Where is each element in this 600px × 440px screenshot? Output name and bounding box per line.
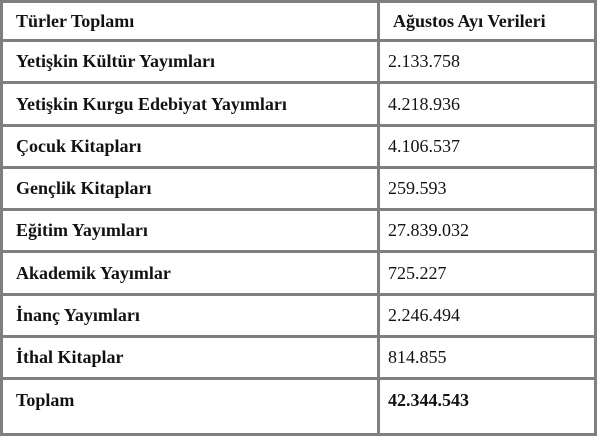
row-label: Yetişkin Kültür Yayımları bbox=[2, 41, 379, 83]
table-header-row bbox=[2, 2, 596, 41]
row-value: 259.593 bbox=[379, 167, 596, 209]
row-value: 2.133.758 bbox=[379, 41, 596, 83]
table-row bbox=[2, 125, 596, 167]
header-cell-types: Türler Toplamı bbox=[2, 2, 379, 41]
table-row bbox=[2, 252, 596, 294]
row-label: İthal Kitaplar bbox=[2, 336, 379, 378]
row-value: 2.246.494 bbox=[379, 294, 596, 336]
table-row bbox=[2, 210, 596, 252]
table-row bbox=[2, 83, 596, 125]
row-label: Eğitim Yayımları bbox=[2, 210, 379, 252]
header-cell-values: Ağustos Ayı Verileri bbox=[379, 2, 596, 41]
table-row bbox=[2, 336, 596, 378]
row-value: 4.106.537 bbox=[379, 125, 596, 167]
total-value: 42.344.543 bbox=[379, 379, 596, 435]
total-label: Toplam bbox=[2, 379, 379, 435]
table-row bbox=[2, 167, 596, 209]
row-label: Yetişkin Kurgu Edebiyat Yayımları bbox=[2, 83, 379, 125]
table-total-row bbox=[2, 379, 596, 435]
row-value: 725.227 bbox=[379, 252, 596, 294]
row-label: Çocuk Kitapları bbox=[2, 125, 379, 167]
row-label: İnanç Yayımları bbox=[2, 294, 379, 336]
table-row bbox=[2, 41, 596, 83]
table-body bbox=[2, 41, 596, 379]
row-value: 4.218.936 bbox=[379, 83, 596, 125]
row-label: Akademik Yayımlar bbox=[2, 252, 379, 294]
table-row bbox=[2, 294, 596, 336]
row-value: 27.839.032 bbox=[379, 210, 596, 252]
row-value: 814.855 bbox=[379, 336, 596, 378]
row-label: Gençlik Kitapları bbox=[2, 167, 379, 209]
